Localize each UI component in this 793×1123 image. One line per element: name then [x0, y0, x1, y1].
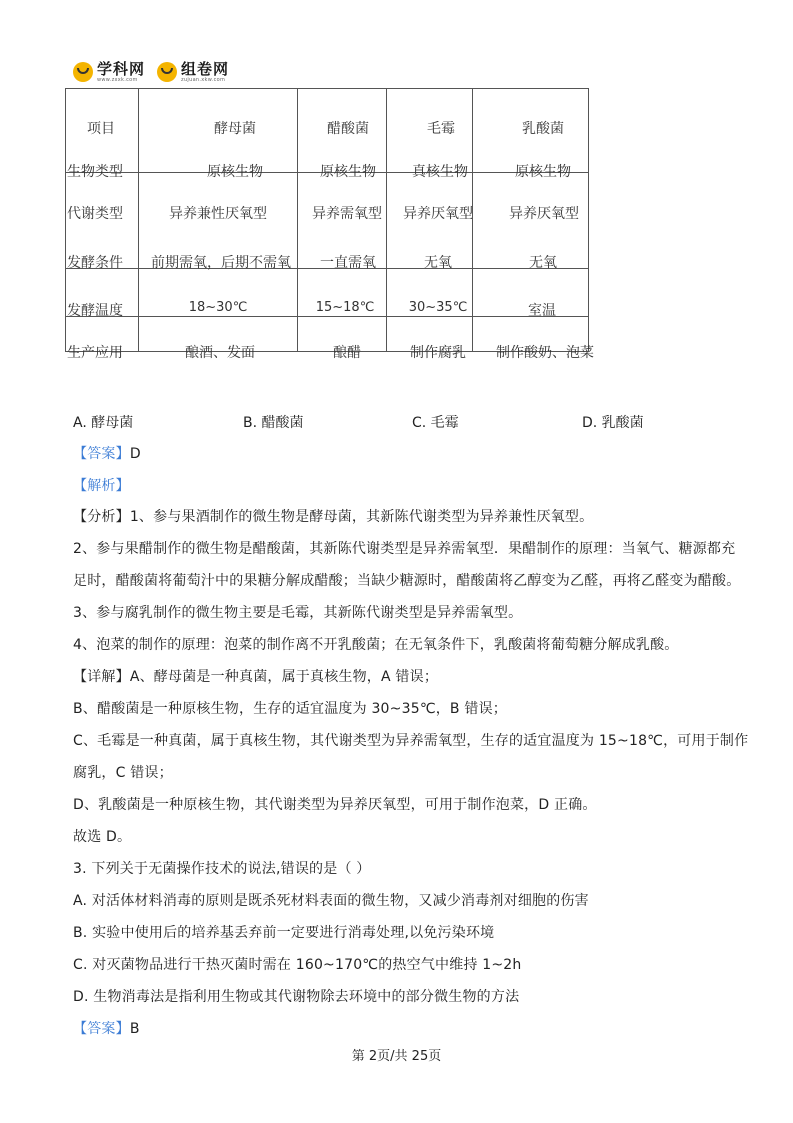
- table-cell: 醋酸菌: [327, 121, 369, 137]
- comparison-table: [65, 88, 594, 361]
- detail-choose: 故选 D。: [73, 829, 132, 845]
- smile-logo-icon: [73, 62, 93, 82]
- table-cell: 无氧: [529, 255, 557, 271]
- table-cell: 酿醋: [333, 345, 361, 361]
- table-cell: 生物类型: [67, 164, 123, 180]
- table-cell: 30~35℃: [408, 300, 468, 315]
- logo-url: zujuan.xkw.com: [181, 76, 226, 83]
- answer-value: B: [129, 1021, 140, 1037]
- table-cell: 无氧: [424, 255, 452, 271]
- analysis-point-2b: 足时，醋酸菌将葡萄汁中的果糖分解成醋酸；当缺少糖源时，醋酸菌将乙醇变为乙醛，再将乙醛变为醋酸。: [73, 573, 741, 589]
- table-border: [65, 88, 589, 89]
- page-footer: 第 2页/共 25页: [351, 1049, 442, 1064]
- analysis-point-4: 4、泡菜的制作的原理：泡菜的制作离不开乳酸菌；在无氧条件下，乳酸菌将葡萄糖分解成乳酸。: [73, 637, 679, 653]
- table-cell: 制作腐乳: [410, 345, 466, 361]
- table-border: [386, 88, 387, 352]
- detail-c-line1: C、毛霉是一种真菌，属于真核生物，其代谢类型为异养需氧型，生存的适宜温度为 15~18℃，可用于制作: [73, 733, 749, 749]
- table-border: [65, 88, 66, 352]
- table-cell: 发酵条件: [67, 255, 123, 271]
- question-3-option-c: C. 对灭菌物品进行干热灭菌时需在 160~170℃的热空气中维持 1~2h: [73, 957, 522, 973]
- smile-logo-icon: [157, 62, 177, 82]
- table-cell: 真核生物: [412, 164, 468, 180]
- question-3-option-b: B. 实验中使用后的培养基丢弃前一定要进行消毒处理,以免污染环境: [73, 925, 495, 941]
- answer-line: [73, 443, 141, 463]
- logo-name: 组卷网: [181, 59, 230, 78]
- table-cell: 15~18℃: [315, 300, 375, 315]
- logo-xuekewang: [73, 59, 146, 83]
- detail-a: [73, 666, 438, 686]
- table-cell: 乳酸菌: [522, 121, 564, 137]
- analysis-point-2a: 2、参与果醋制作的微生物是醋酸菌，其新陈代谢类型是异养需氧型．果醋制作的原理：当氧气、糖源都充: [73, 541, 736, 557]
- logo-url: www.zxxk.com: [97, 76, 138, 83]
- table-cell: 发酵温度: [67, 303, 123, 319]
- fenxi-label: 【分析】: [73, 509, 130, 525]
- analysis-point-3: 3、参与腐乳制作的微生物主要是毛霉，其新陈代谢类型是异养需氧型。: [73, 605, 523, 621]
- option-b: B. 醋酸菌: [243, 415, 304, 431]
- detail-d: D、乳酸菌是一种原核生物，其代谢类型为异养厌氧型，可用于制作泡菜，D 正确。: [73, 797, 597, 813]
- table-cell: 酿酒、发面: [185, 345, 255, 361]
- table-cell: 一直需氧: [320, 255, 376, 271]
- answer-label: 【答案】: [73, 446, 130, 462]
- table-cell: 异养厌氧型: [403, 206, 473, 222]
- answer-line-2: [73, 1018, 140, 1038]
- header-logos: [73, 60, 229, 84]
- answer-value: D: [129, 446, 141, 462]
- analysis-point-1: [73, 506, 593, 526]
- detail-b: B、醋酸菌是一种原核生物，生存的适宜温度为 30~35℃，B 错误；: [73, 701, 507, 717]
- detail-c-line2: 腐乳，C 错误；: [73, 765, 173, 781]
- option-a: A. 酵母菌: [73, 415, 134, 431]
- fenxi-text: 1、参与果酒制作的微生物是酵母菌，其新陈代谢类型为异养兼性厌氧型。: [129, 509, 594, 525]
- logo-name: 学科网: [97, 59, 146, 78]
- table-border: [138, 88, 139, 352]
- table-cell: 18~30℃: [188, 300, 248, 315]
- analysis-label: 【解析】: [73, 478, 130, 494]
- question-3-stem: 3. 下列关于无菌操作技术的说法,错误的是（ ）: [73, 861, 371, 877]
- table-cell: 毛霉: [427, 121, 455, 137]
- question-3-option-d: D. 生物消毒法是指利用生物或其代谢物除去环境中的部分微生物的方法: [73, 989, 520, 1005]
- table-cell: 异养需氧型: [312, 206, 382, 222]
- table-cell: 异养厌氧型: [509, 206, 579, 222]
- detail-a-text: A、酵母菌是一种真菌，属于真核生物，A 错误；: [129, 669, 439, 685]
- table-cell: 前期需氧，后期不需氧: [151, 255, 291, 271]
- table-cell: 异养兼性厌氧型: [169, 206, 267, 222]
- table-cell: 生产应用: [67, 345, 123, 361]
- table-border: [297, 88, 298, 352]
- table-border: [65, 316, 589, 317]
- table-cell: 原核生物: [207, 164, 263, 180]
- table-cell: 项目: [87, 121, 115, 137]
- table-cell: 原核生物: [515, 164, 571, 180]
- option-c: C. 毛霉: [412, 415, 459, 431]
- question-3-option-a: A. 对活体材料消毒的原则是既杀死材料表面的微生物，又减少消毒剂对细胞的伤害: [73, 893, 589, 909]
- option-d: D. 乳酸菌: [582, 415, 644, 431]
- table-border: [588, 88, 589, 352]
- xiangjie-label: 【详解】: [73, 669, 130, 685]
- table-cell: 制作酸奶、泡菜: [496, 345, 594, 361]
- logo-zujuanwang: [157, 59, 230, 83]
- table-cell: 酵母菌: [214, 121, 256, 137]
- table-cell: 室温: [528, 303, 556, 319]
- answer-label: 【答案】: [73, 1021, 130, 1037]
- table-cell: 代谢类型: [67, 206, 123, 222]
- table-cell: 原核生物: [320, 164, 376, 180]
